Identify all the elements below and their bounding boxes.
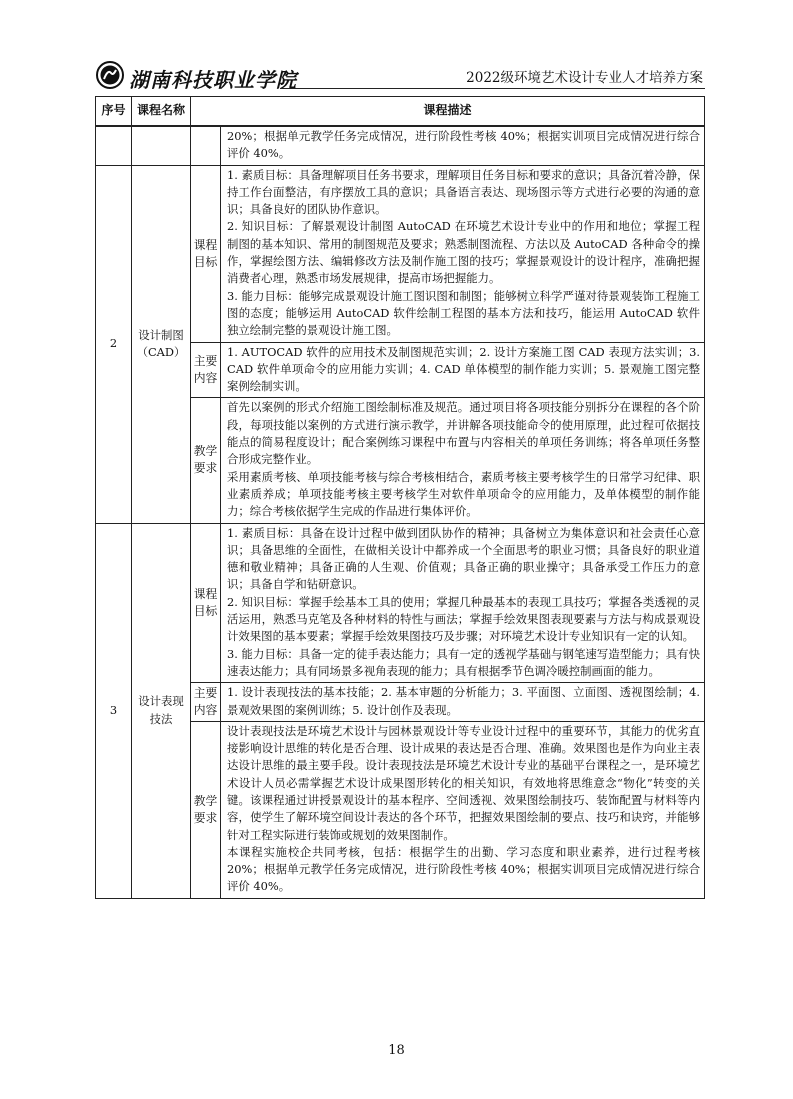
course-name [132,523,191,898]
section-label-line: 教学 [193,444,218,459]
section-content [221,683,705,722]
page-header [95,60,705,94]
section-label-line: 主要 [193,354,218,368]
course-name-line: 技法 [149,711,173,726]
header-course-name: 课程名称 [132,97,191,127]
section-label [191,398,221,523]
section-content [221,721,705,898]
paragraph: 1. 素质目标：具备理解项目任务书要求，理解项目任务目标和要求的意识；具备沉着冷静，保持工作台面整洁，有序摆放工具的意识；具备语言表达、现场图示等方式进行必要的沟通的意识；具备良好的团队协作意识。 [227,167,700,217]
paragraph: 首先以案例的形式介绍施工图绘制标准及规范。通过项目将各项技能分别拆分在课程的各个阶段，每项技能以案例的方式进行演示教学，并讲解各项技能命令的使用原理，此过程可依据技能点的简易程度设计；配合案例练习课程中布置与内容相关的单项任务训练；将各单项任务整合形成完整作业。 [227,400,700,467]
section-label [191,342,221,398]
section-label-line: 课程 [193,586,218,601]
section-label-line: 课程 [193,237,218,252]
paragraph: 采用素质考核、单项技能考核与综合考核相结合，素质考核主要考核学生的日常学习纪律、职业素质养成；单项技能考核主要考核学生对软件单项命令的应用能力，及单体模型的制作能力；综合考核依据学生完成的作品进行集体评价。 [227,469,700,519]
section-label-line: 目标 [193,603,218,618]
section-label-line: 内容 [193,703,218,717]
course-name-line: 设计表现 [138,694,184,709]
table-header-row [96,97,705,127]
section-content [221,165,705,342]
paragraph: 2. 知识目标：了解景观设计制图 AutoCAD 在环境艺术设计专业中的作用和地位；掌握工程制图的基本知识、常用的制图规范及要求；熟悉制图流程、方法以及 AutoCAD 各种命令的操作，掌握绘图方法、编辑修改方法及制作施工图的技巧；掌握景观设计的设计程序，准确把握消费者心理，熟悉市场发展规律，提高市场把握能力。 [227,219,700,286]
course-name-line: 设计制图 [138,327,184,342]
table-row [96,126,705,165]
paragraph: 3. 能力目标：能够完成景观设计施工图识图和制图；能够树立科学严谨对待景观装饰工程施工图的态度；能够运用 AutoCAD 软件绘制工程图的基本方法和技巧，能运用 AutoCAD 软件独立绘制完整的景观设计施工图。 [227,288,700,338]
paragraph: 本课程实施校企共同考核，包括：根据学生的出勤、学习态度和职业素养，进行过程考核 20%；根据单元教学任务完成情况，进行阶段性考核 40%；根据实训项目完成情况进行综合评价 40%。 [227,844,700,894]
header-number: 序号 [96,97,132,127]
paragraph: 1. 素质目标：具备在设计过程中做到团队协作的精神；具备树立为集体意识和社会责任心意识；具备思维的全面性，在做相关设计中都养成一个全面思考的职业习惯；具备良好的职业道德和敬业精神；具备正确的人生观、价值观；具备正确的职业操守；具备承受工作压力的意识；具备自学和钻研意识。 [227,525,700,592]
section-label-line: 目标 [193,254,218,269]
section-label [191,165,221,342]
section-content [221,342,705,398]
school-logo-icon [95,60,125,90]
row-number: 3 [96,523,132,898]
section-content [221,398,705,523]
header-course-description: 课程描述 [191,97,705,127]
paragraph: 2. 知识目标：掌握手绘基本工具的使用；掌握几种最基本的表现工具技巧；掌握各类透视的灵活运用，熟悉马克笔及各种材料的特性与画法；掌握手绘效果图表现要素与方法与构成景观设计效果图的基本要素；掌握手绘效果图技巧及步骤；对环境艺术设计专业知识有一定的认知。 [227,594,700,644]
paragraph: 1. 设计表现技法的基本技能；2. 基本审题的分析能力；3. 平面图、立面图、透视图绘制；4. 景观效果图的案例训练；5. 设计创作及表现。 [227,685,700,717]
section-label [191,683,221,722]
table-row [96,165,705,342]
paragraph: 3. 能力目标：具备一定的徒手表达能力；具有一定的透视学基础与钢笔速写造型能力；具有快速表达能力；具有同场景多视角表现的能力；具有根据季节色调冷暖控制画面的能力。 [227,646,700,678]
document-title: 2022级环境艺术设计专业人才培养方案 [466,70,703,86]
row-number [96,126,132,165]
section-label-line: 主要 [193,686,218,700]
school-name: 湖南科技职业学院 [129,68,297,92]
course-table [95,96,705,899]
section-label [191,523,221,683]
row-number: 2 [96,165,132,523]
section-label [191,721,221,898]
course-name-line: （CAD） [136,345,186,360]
section-label [191,126,221,165]
course-name [132,126,191,165]
course-name [132,165,191,523]
table-row [96,523,705,683]
section-label-line: 内容 [193,371,218,385]
continuation-text: 20%；根据单元教学任务完成情况，进行阶段性考核 40%；根据实训项目完成情况进行综合评价 40%。 [221,126,705,165]
section-label-line: 教学 [193,793,218,808]
section-label-line: 要求 [193,810,218,825]
page-number: 18 [388,1043,405,1058]
paragraph: 1. AUTOCAD 软件的应用技术及制图规范实训；2. 设计方案施工图 CAD 表现方法实训；3. CAD 软件单项命令的应用能力实训；4. CAD 单体模型的制作能力实训；5. 景观施工图完整案例绘制实训。 [227,344,700,394]
paragraph: 设计表现技法是环境艺术设计与园林景观设计等专业设计过程中的重要环节，其能力的优劣直接影响设计思维的转化是否合理、设计成果的表达是否合理、准确。效果图也是作为向业主表达设计思维的最主要手段。设计表现技法是环境艺术设计专业的基础平台课程之一，是环境艺术设计人员必需掌握艺术设计成果图形转化的相关知识，有效地将思维意念“物化”转变的关键。该课程通过讲授景观设计的基本程序、空间透视、效果图绘制技巧、装饰配置与材料等内容，使学生了解环境空间设计表达的各个环节，把握效果图绘制的要点、技巧和诀窍，并能够针对工程实际进行装饰或规划的效果图制作。 [227,723,700,842]
header-rule [280,88,705,89]
section-label-line: 要求 [193,461,218,476]
section-content [221,523,705,683]
